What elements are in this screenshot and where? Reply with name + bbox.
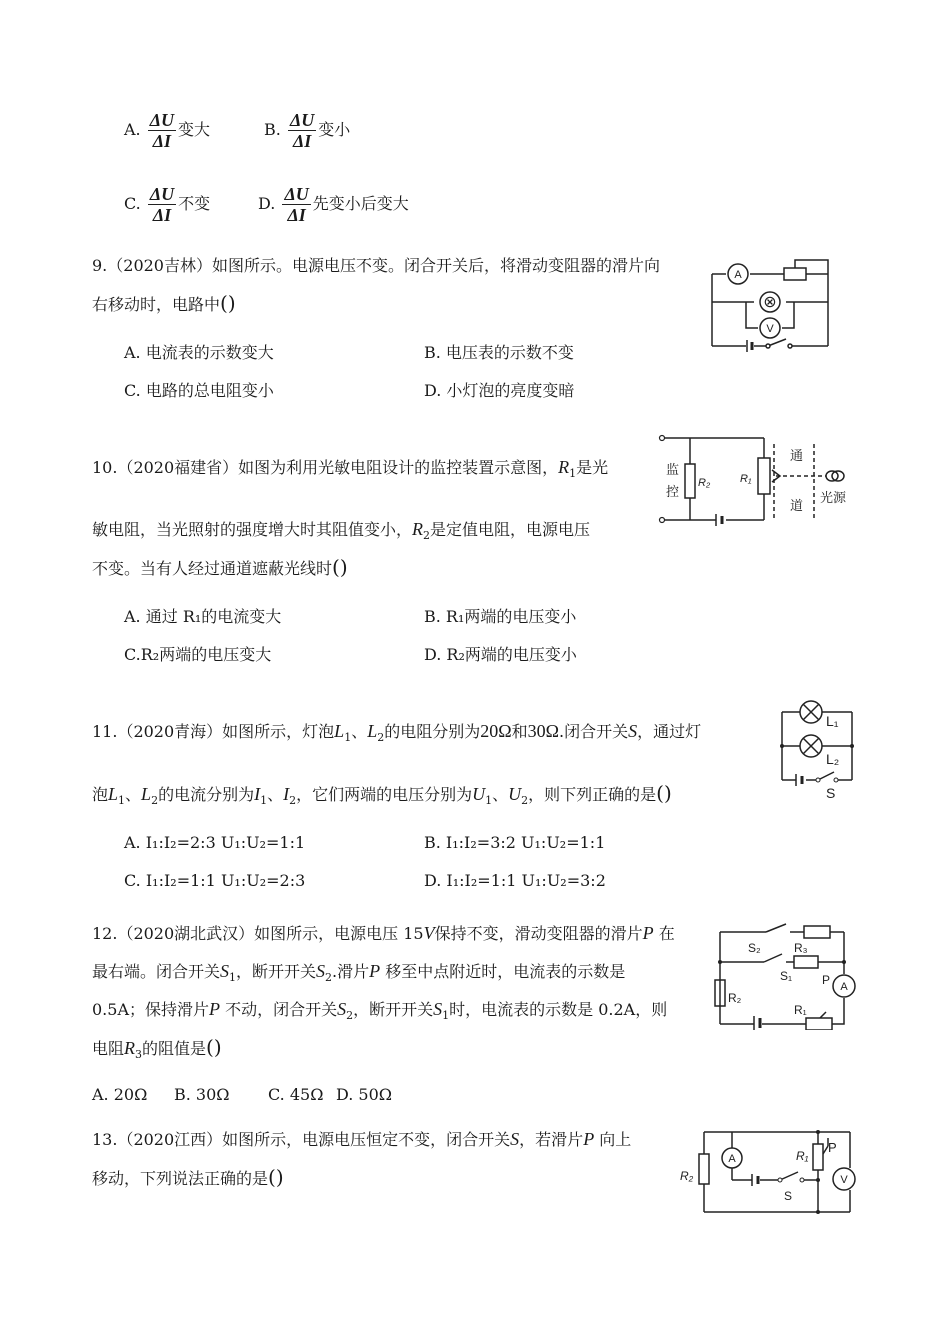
lamp-icon xyxy=(763,294,776,311)
svg-text:S: S xyxy=(826,785,836,801)
svg-text:A: A xyxy=(728,1153,736,1165)
q11-option-a: A. I₁:I₂=2:3 U₁:U₂=1:1 xyxy=(124,833,306,852)
svg-text:R₂: R₂ xyxy=(698,477,711,489)
q12-stem-line2: 最右端。闭合开关$S_1$，断开开关$S_2$.滑片P 移至中点附近时，电流表的示数是 xyxy=(92,961,626,985)
svg-text:V: V xyxy=(766,323,774,335)
svg-text:L₁: L₁ xyxy=(826,713,839,729)
svg-text:S: S xyxy=(784,1189,793,1203)
q11-option-c: C. I₁:I₂=1:1 U₁:U₂=2:3 xyxy=(124,871,306,890)
q9-stem-line1: 9.（2020吉林）如图所示。电源电压不变。闭合开关后，将滑动变阻器的滑片向 xyxy=(92,256,660,275)
svg-text:R₁: R₁ xyxy=(740,473,752,485)
q11-stem-line1: 11.（2020青海）如图所示，灯泡$L_1$、$L_2$的电阻分别为20Ω和30Ω.闭合开关S，通过灯 xyxy=(92,721,702,745)
q8-option-a: A. $\frac{\Delta U}{\Delta I}$ 变大 xyxy=(124,110,211,151)
q10-circuit-diagram xyxy=(652,430,862,530)
svg-text:V: V xyxy=(840,1174,848,1186)
q9-stem-line2: 右移动时，电路中() xyxy=(92,291,236,315)
svg-text:P: P xyxy=(828,1140,837,1155)
q10-option-a: A. 通过 R₁的电流变大 xyxy=(124,607,282,626)
q9-option-c: C. 电路的总电阻变小 xyxy=(124,381,274,400)
ammeter-icon xyxy=(734,269,742,281)
q12-option-d: D. 50Ω xyxy=(336,1085,393,1104)
svg-text:R₃: R₃ xyxy=(794,941,808,955)
q12-option-a: A. 20Ω xyxy=(92,1085,148,1104)
voltmeter-icon xyxy=(766,323,774,335)
q9-circuit-diagram xyxy=(706,250,836,352)
q9-option-b: B. 电压表的示数不变 xyxy=(424,343,574,362)
svg-text:R₂: R₂ xyxy=(680,1169,694,1183)
q10-stem-line3: 不变。当有人经过通道遮蔽光线时() xyxy=(92,555,348,579)
q12-stem-line3: 0.5A；保持滑片P 不动，闭合开关$S_2$，断开开关$S_1$时，电流表的示数是 0.2A，则 xyxy=(92,999,668,1023)
svg-text:P: P xyxy=(822,973,831,987)
q8-option-c: C. $\frac{\Delta U}{\Delta I}$ 不变 xyxy=(124,184,211,225)
q11-stem-line2: 泡$L_1$、$L_2$的电流分别为$I_1$、$I_2$，它们两端的电压分别为$U_1$、$U_2$，则下列正确的是() xyxy=(92,781,672,808)
svg-text:A: A xyxy=(734,269,742,281)
q11-circuit-diagram xyxy=(774,696,860,802)
svg-text:道: 道 xyxy=(790,498,804,513)
svg-text:R₁: R₁ xyxy=(794,1003,807,1017)
svg-text:光源: 光源 xyxy=(820,490,847,505)
svg-text:控: 控 xyxy=(666,484,680,499)
svg-text:通: 通 xyxy=(790,448,804,463)
q12-option-b: B. 30Ω xyxy=(174,1085,230,1104)
q13-circuit-diagram xyxy=(676,1124,862,1220)
svg-text:S₁: S₁ xyxy=(780,969,793,983)
svg-text:监: 监 xyxy=(666,462,680,477)
q9-option-d: D. 小灯泡的亮度变暗 xyxy=(424,381,575,400)
q12-stem-line4: 电阻$R_3$的阻值是() xyxy=(92,1035,222,1062)
svg-text:R₁: R₁ xyxy=(796,1149,809,1163)
q9-option-a: A. 电流表的示数变大 xyxy=(124,343,274,362)
q11-option-d: D. I₁:I₂=1:1 U₁:U₂=3:2 xyxy=(424,871,606,890)
q10-stem-line2: 敏电阻，当光照射的强度增大时其阻值变小，$R_2$是定值电阻，电源电压 xyxy=(92,519,591,543)
svg-text:L₂: L₂ xyxy=(826,751,840,767)
q8-option-d: D. $\frac{\Delta U}{\Delta I}$ 先变小后变大 xyxy=(258,184,409,225)
q11-option-b: B. I₁:I₂=3:2 U₁:U₂=1:1 xyxy=(424,833,606,852)
svg-text:A: A xyxy=(840,981,848,993)
q10-option-b: B. R₁两端的电压变小 xyxy=(424,607,577,626)
q12-option-c: C. 45Ω xyxy=(268,1085,324,1104)
svg-text:S₂: S₂ xyxy=(748,941,761,955)
svg-text:R₂: R₂ xyxy=(728,991,742,1005)
q8-option-b: B. $\frac{\Delta U}{\Delta I}$ 变小 xyxy=(264,110,351,151)
q10-stem-line1: 10.（2020福建省）如图为利用光敏电阻设计的监控装置示意图，$R_1$是光 xyxy=(92,457,609,481)
svg-text:⊗: ⊗ xyxy=(763,294,777,311)
q10-option-d: D. R₂两端的电压变小 xyxy=(424,645,577,664)
q12-stem-line1: 12.（2020湖北武汉）如图所示，电源电压 15V保持不变，滑动变阻器的滑片P 在 xyxy=(92,923,675,943)
q10-option-c: C.R₂两端的电压变大 xyxy=(124,645,272,664)
q13-stem-line2: 移动，下列说法正确的是() xyxy=(92,1165,284,1189)
q13-stem-line1: 13.（2020江西）如图所示，电源电压恒定不变，闭合开关S，若滑片P 向上 xyxy=(92,1129,632,1149)
q12-circuit-diagram xyxy=(710,918,860,1030)
